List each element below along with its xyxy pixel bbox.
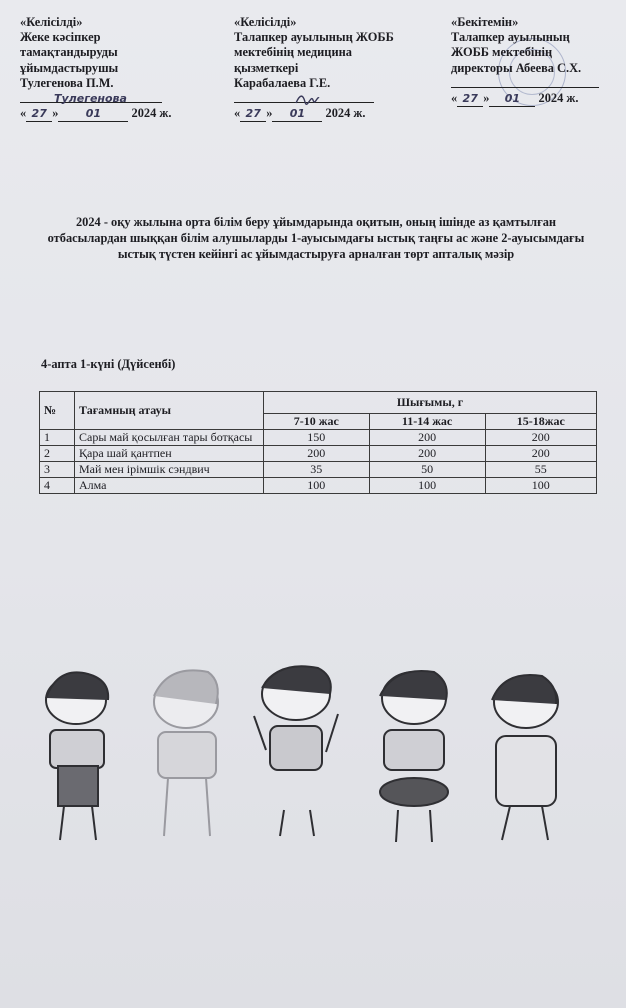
- table-row: [40, 430, 597, 446]
- child-figure-1-icon: [46, 672, 108, 840]
- signature-scribble-icon: [294, 92, 320, 106]
- dish-name: Алма: [75, 478, 264, 494]
- age-group-header: 7-10 жас: [264, 414, 370, 430]
- approval-line: тамақтандыруды: [20, 45, 118, 60]
- portion-value: 200: [264, 446, 370, 462]
- column-number-header: №: [40, 392, 75, 430]
- approval-line: мектебінің медицина: [234, 45, 352, 60]
- portion-value: 200: [485, 430, 596, 446]
- date-year: 2024 ж.: [325, 106, 366, 121]
- approval-line: ұйымдастырушы: [20, 60, 119, 75]
- row-number: 2: [40, 446, 75, 462]
- table-row: [40, 446, 597, 462]
- child-figure-2-icon: [154, 670, 218, 836]
- approval-date: « 27 » 01 2024 ж.: [234, 106, 444, 122]
- age-group-header: 11-14 жас: [369, 414, 485, 430]
- children-illustration: [18, 660, 608, 860]
- row-number: 4: [40, 478, 75, 494]
- portion-value: 100: [369, 478, 485, 494]
- row-number: 3: [40, 462, 75, 478]
- approval-line: Жеке кәсіпкер: [20, 30, 101, 45]
- dish-name: Сары май қосылған тары ботқасы: [75, 430, 264, 446]
- portion-value: 55: [485, 462, 596, 478]
- dish-name: Май мен ірімшік сэндвич: [75, 462, 264, 478]
- approval-date: « 27 » 01 2024 ж.: [451, 91, 616, 107]
- signature-line: [451, 76, 616, 91]
- column-output-header: Шығымы, г: [264, 392, 597, 414]
- approval-title: «Келісілді»: [20, 15, 83, 29]
- approval-date: « 27 » 01 2024 ж.: [20, 106, 200, 122]
- table-header-row: [40, 392, 597, 414]
- dish-name: Қара шай қантпен: [75, 446, 264, 462]
- portion-value: 200: [485, 446, 596, 462]
- portion-value: 150: [264, 430, 370, 446]
- menu-table: [39, 391, 597, 494]
- approval-title: «Бекітемін»: [451, 15, 519, 29]
- date-day: 27: [240, 106, 266, 122]
- child-figure-5-icon: [492, 675, 558, 840]
- approval-block-3: [451, 15, 616, 107]
- document-heading: 2024 - оқу жылына орта білім беру ұйымдарында оқитын, оның ішінде аз қамтылған отбасылардан шыққан білім алушыларды 1-ауысымдағы ыстық таңғы ас және 2-ауысымдағы ыстық түстен кейінгі ас ұйымдастыруға арналған төрт апталық мәзір: [47, 215, 585, 261]
- portion-value: 100: [485, 478, 596, 494]
- portion-value: 200: [369, 430, 485, 446]
- table-row: [40, 462, 597, 478]
- signature-line: [20, 91, 200, 106]
- signature-line: [234, 91, 444, 106]
- approval-block-2: [234, 15, 444, 122]
- date-year: 2024 ж.: [538, 90, 579, 105]
- approval-line: Карабалаева Г.Е.: [234, 75, 331, 90]
- week-day-label: 4-апта 1-күні (Дүйсенбі): [41, 357, 176, 371]
- handwritten-signature: Тулегенова: [54, 91, 127, 105]
- date-day: 27: [457, 91, 483, 107]
- portion-value: 35: [264, 462, 370, 478]
- approval-line: ЖОББ мектебінің: [451, 45, 553, 60]
- approval-line: Тулегенова П.М.: [20, 75, 114, 90]
- date-month: 01: [58, 106, 128, 122]
- approval-line: Талапкер ауылының ЖОББ: [234, 30, 394, 45]
- column-dish-name-header: Тағамның атауы: [75, 392, 264, 430]
- child-figure-4-icon: [380, 671, 448, 842]
- portion-value: 100: [264, 478, 370, 494]
- portion-value: 50: [369, 462, 485, 478]
- approval-title: «Келісілді»: [234, 15, 297, 29]
- portion-value: 200: [369, 446, 485, 462]
- date-month: 01: [489, 91, 535, 107]
- approval-line: директоры Абеева С.Х.: [451, 60, 582, 75]
- approval-line: қызметкері: [234, 60, 299, 75]
- date-month: 01: [272, 106, 322, 122]
- date-day: 27: [26, 106, 52, 122]
- date-year: 2024 ж.: [131, 106, 172, 121]
- child-figure-3-icon: [254, 666, 338, 836]
- row-number: 1: [40, 430, 75, 446]
- age-group-header: 15-18жас: [485, 414, 596, 430]
- approval-line: Талапкер ауылының: [451, 30, 570, 45]
- table-row: [40, 478, 597, 494]
- approval-block-1: [20, 15, 200, 122]
